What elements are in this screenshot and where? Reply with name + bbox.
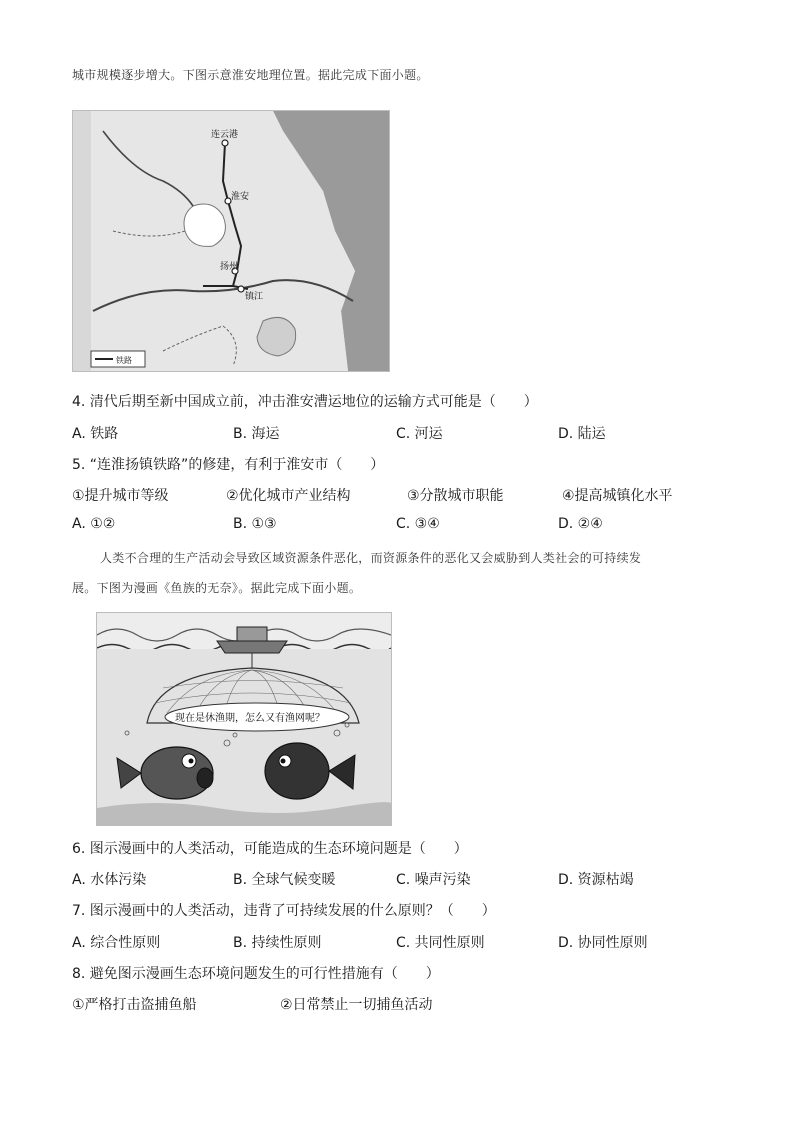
intro-text-2-line-2: 展。下图为漫画《鱼族的无奈》。据此完成下面小题。 (72, 581, 362, 595)
question-6-stem: 6. 图示漫画中的人类活动，可能造成的生态环境问题是（ ） (72, 841, 468, 857)
cartoon-figure (96, 612, 392, 826)
q5-option-a: A. ①② (72, 516, 116, 532)
label-lianyungang: 连云港 (211, 130, 239, 140)
speech-text: 现在是休渔期，怎么又有渔网呢？ (175, 713, 325, 724)
question-7-stem: 7. 图示漫画中的人类活动，违背了可持续发展的什么原则？（ ） (72, 903, 496, 919)
q5-option-d: D. ②④ (558, 516, 603, 532)
q5-item-2: ②优化城市产业结构 (226, 488, 351, 504)
q6-option-b: B. 全球气候变暖 (233, 872, 336, 888)
q8-item-1: ①严格打击盗捕鱼船 (72, 997, 197, 1013)
q7-option-c: C. 共同性原则 (396, 935, 485, 951)
q5-item-3: ③分散城市职能 (407, 488, 504, 504)
fish-cartoon (97, 613, 391, 825)
fishing-boat-hull (217, 641, 287, 653)
q7-option-d: D. 协同性原则 (558, 935, 648, 951)
tai-lake (257, 317, 296, 356)
intro-text-2-line-1: 人类不合理的生产活动会导致区域资源条件恶化，而资源条件的恶化又会威胁到人类社会的可持续发 (100, 551, 642, 565)
city-point-zhenjiang (238, 286, 244, 292)
fishing-boat-cabin (237, 627, 267, 641)
city-point-lianyungang (222, 140, 228, 146)
label-zhenjiang: 镇江 (245, 292, 264, 302)
question-4-stem: 4. 清代后期至新中国成立前，冲击淮安漕运地位的运输方式可能是（ ） (72, 394, 538, 410)
intro-text-1: 城市规模逐步增大。下图示意淮安地理位置。据此完成下面小题。 (72, 68, 429, 82)
q6-option-d: D. 资源枯竭 (558, 872, 634, 888)
q5-item-4: ④提高城镇化水平 (562, 488, 673, 504)
label-yangzhou: 扬州 (220, 262, 239, 272)
q4-option-a: A. 铁路 (72, 426, 119, 442)
question-5-stem: 5. “连淮扬镇铁路”的修建，有利于淮安市（ ） (72, 457, 385, 473)
q5-option-c: C. ③④ (396, 516, 440, 532)
fish-right-body (265, 743, 329, 799)
map-figure (72, 110, 390, 372)
q5-option-b: B. ①③ (233, 516, 277, 532)
q4-option-c: C. 河运 (396, 426, 443, 442)
q8-item-2: ②日常禁止一切捕鱼活动 (280, 997, 433, 1013)
q7-option-b: B. 持续性原则 (233, 935, 322, 951)
q5-item-1: ①提升城市等级 (72, 488, 169, 504)
fish-left-pupil (189, 759, 194, 764)
q6-option-c: C. 噪声污染 (396, 872, 471, 888)
label-huaian: 淮安 (231, 192, 250, 202)
huaian-location-map (73, 111, 389, 371)
q4-option-b: B. 海运 (233, 426, 280, 442)
fish-left-mouth (197, 768, 213, 788)
water-body (97, 649, 391, 825)
q6-option-a: A. 水体污染 (72, 872, 147, 888)
hongze-lake (184, 204, 225, 246)
q4-option-d: D. 陆运 (558, 426, 606, 442)
fish-right-pupil (281, 759, 286, 764)
map-left-strip (73, 111, 91, 371)
question-8-stem: 8. 避免图示漫画生态环境问题发生的可行性措施有（ ） (72, 966, 440, 982)
legend-label: 铁路 (116, 356, 132, 365)
q7-option-a: A. 综合性原则 (72, 935, 161, 951)
